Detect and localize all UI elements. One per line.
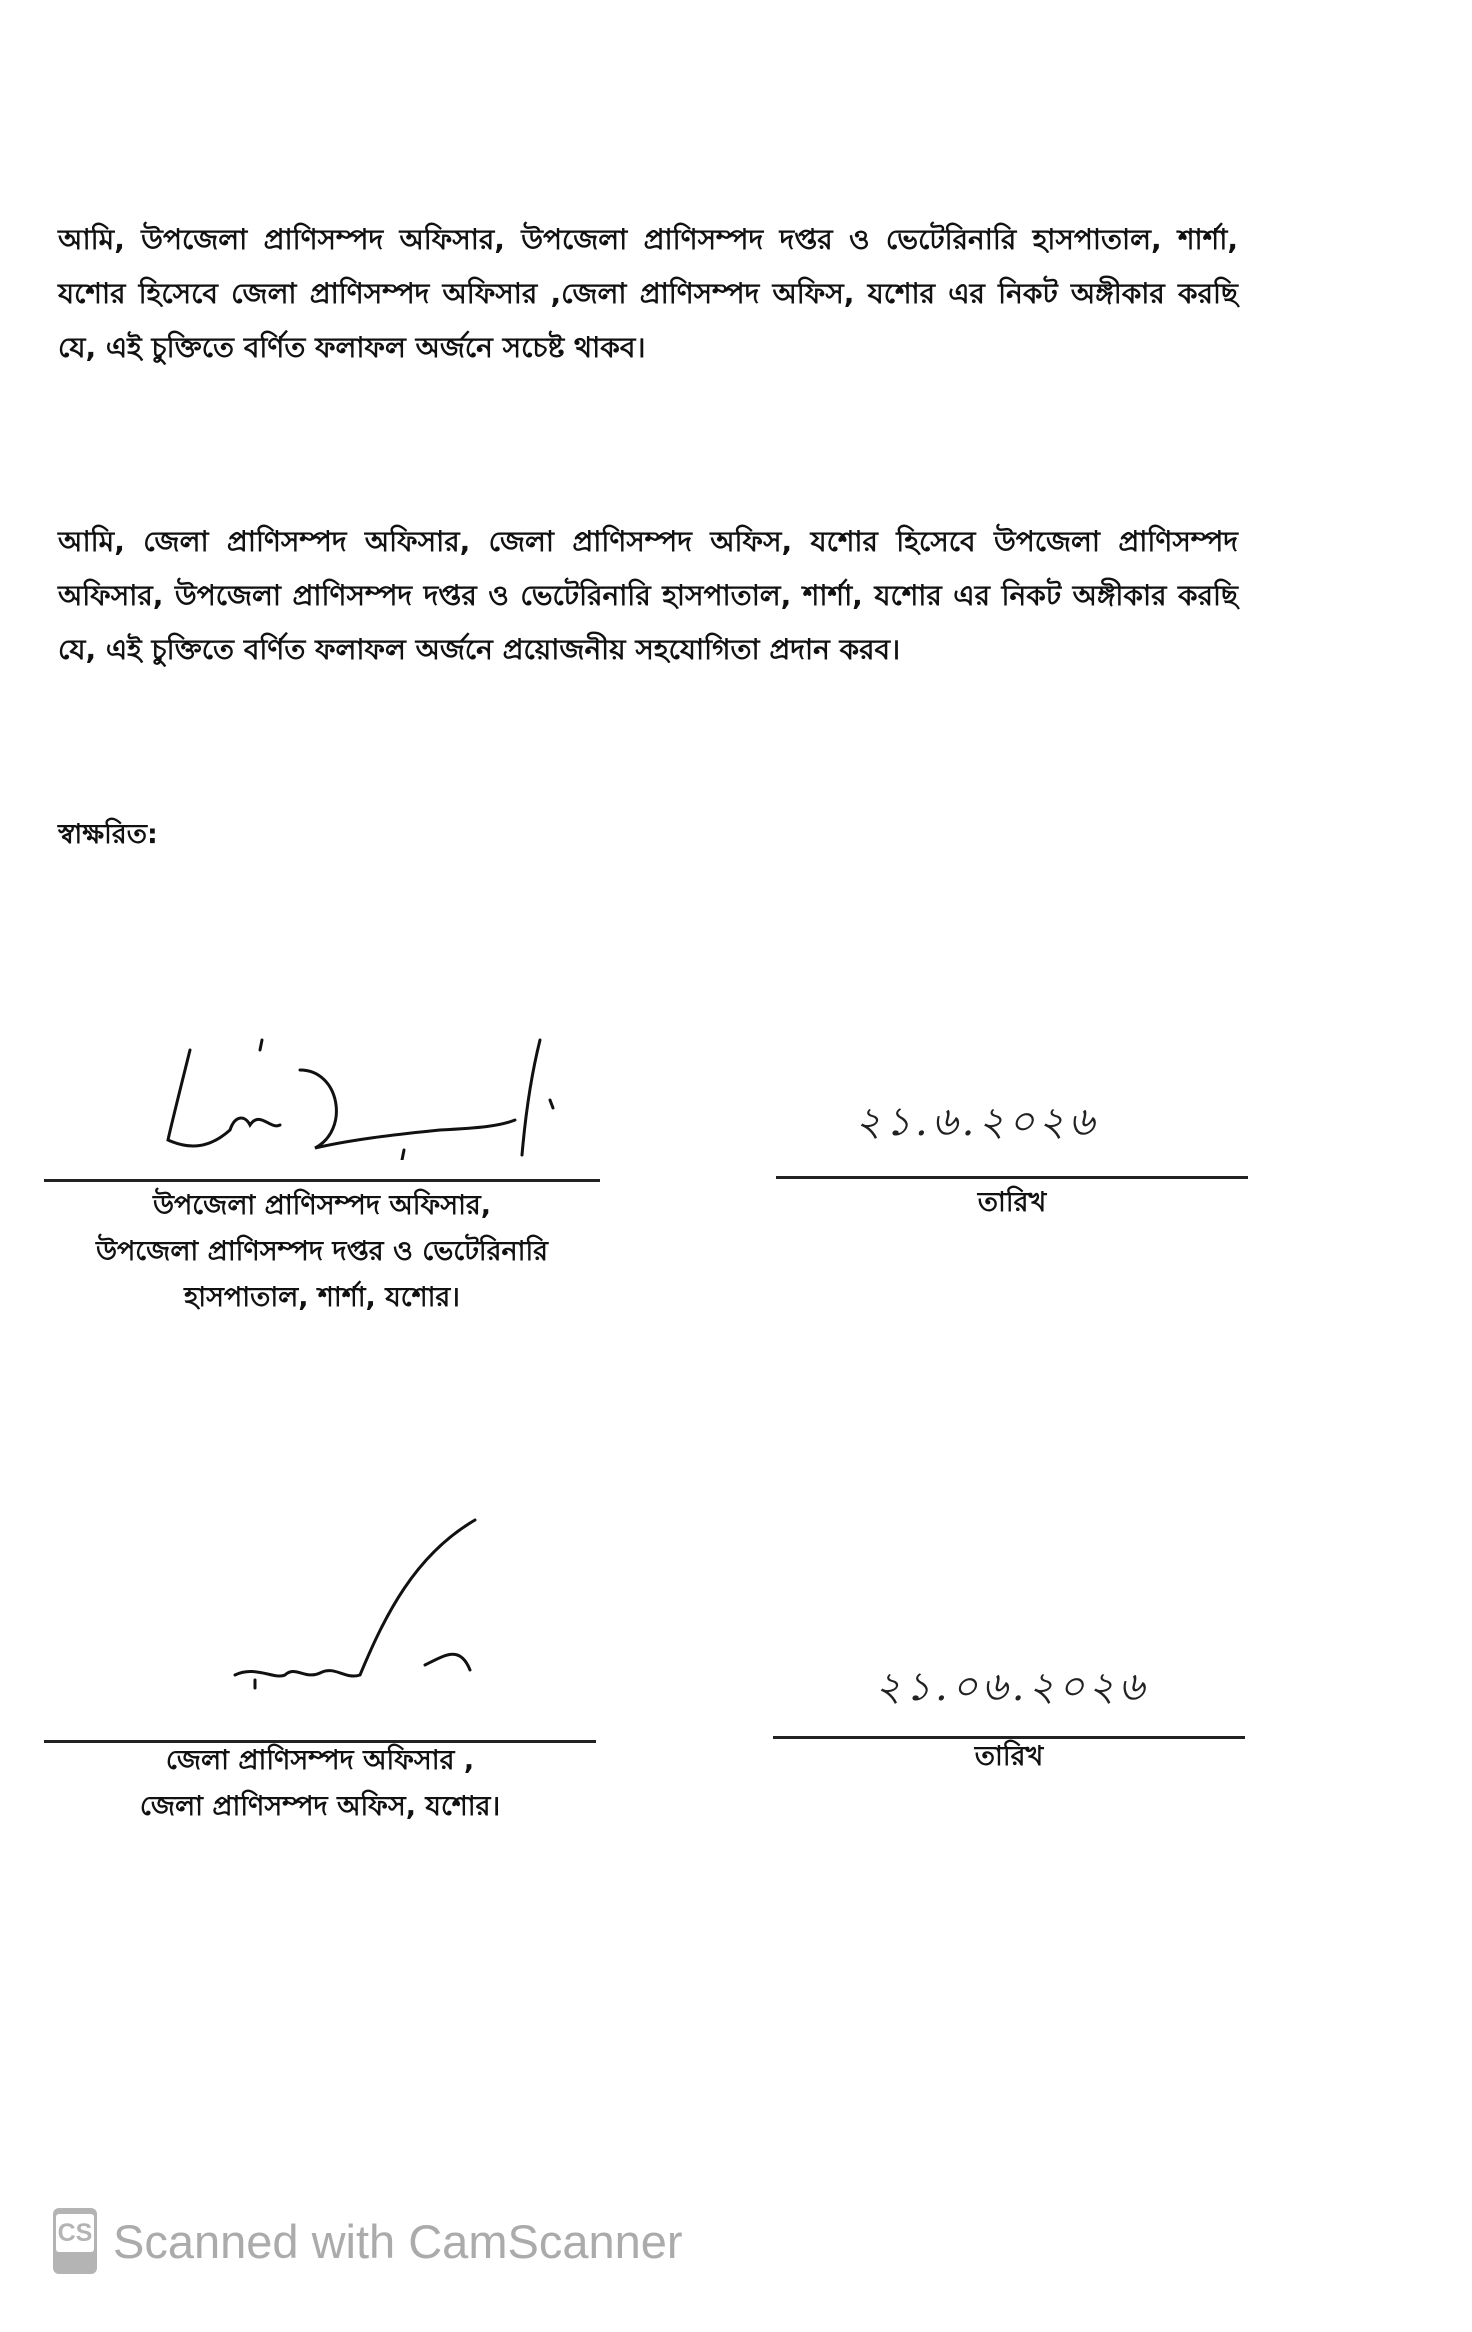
date-2-handwritten: ২১.০৬.২০২৬ (875, 1664, 1149, 1710)
date-label-1: তারিখ (977, 1187, 1047, 1218)
signatory-2-line-2: জেলা প্রাণিসম্পদ অফিস, যশোর। (139, 1791, 501, 1822)
signature-1 (150, 1030, 590, 1160)
date-line-1 (776, 1176, 1248, 1179)
signature-line-1 (44, 1179, 600, 1182)
signature-2 (225, 1515, 485, 1715)
commitment-paragraph-2: আমি, জেলা প্রাণিসম্পদ অফিসার, জেলা প্রাণিসম্পদ অফিস, যশোর হিসেবে উপজেলা প্রাণিসম্পদ অফিসার, উপজেলা প্রাণিসম্পদ দপ্তর ও ভেটেরিনারি হাসপাতাল, শার্শা, যশোর এর নিকট অঙ্গীকার করছি যে, এই চুক্তিতে বর্ণিত ফলাফল অর্জনে প্রয়োজনীয় সহযোগিতা প্রদান করব। (58, 525, 1238, 666)
signed-label: স্বাক্ষরিত: (58, 819, 158, 850)
date-1-handwritten: ২১.৬.২০২৬ (855, 1099, 1099, 1145)
camscanner-text: Scanned with CamScanner (113, 2214, 683, 2268)
signatory-2-line-1: জেলা প্রাণিসম্পদ অফিসার , (165, 1745, 475, 1776)
signatory-1-line-3: হাসপাতাল, শার্শা, যশোর। (184, 1282, 460, 1313)
signatory-1-title (44, 1183, 600, 1321)
signatory-2-title (44, 1738, 596, 1830)
camscanner-logo-icon: CS (53, 2208, 97, 2274)
signatory-1-line-1: উপজেলা প্রাণিসম্পদ অফিসার, (152, 1190, 492, 1221)
commitment-paragraph-1: আমি, উপজেলা প্রাণিসম্পদ অফিসার, উপজেলা প্রাণিসম্পদ দপ্তর ও ভেটেরিনারি হাসপাতাল, শার্শা, যশোর হিসেবে জেলা প্রাণিসম্পদ অফিসার ,জেলা প্রাণিসম্পদ অফিস, যশোর এর নিকট অঙ্গীকার করছি যে, এই চুক্তিতে বর্ণিত ফলাফল অর্জনে সচেষ্ট থাকব। (58, 223, 1238, 364)
signatory-1-line-2: উপজেলা প্রাণিসম্পদ দপ্তর ও ভেটেরিনারি (95, 1236, 549, 1267)
date-label-2: তারিখ (974, 1741, 1044, 1772)
camscanner-watermark (53, 2208, 683, 2274)
